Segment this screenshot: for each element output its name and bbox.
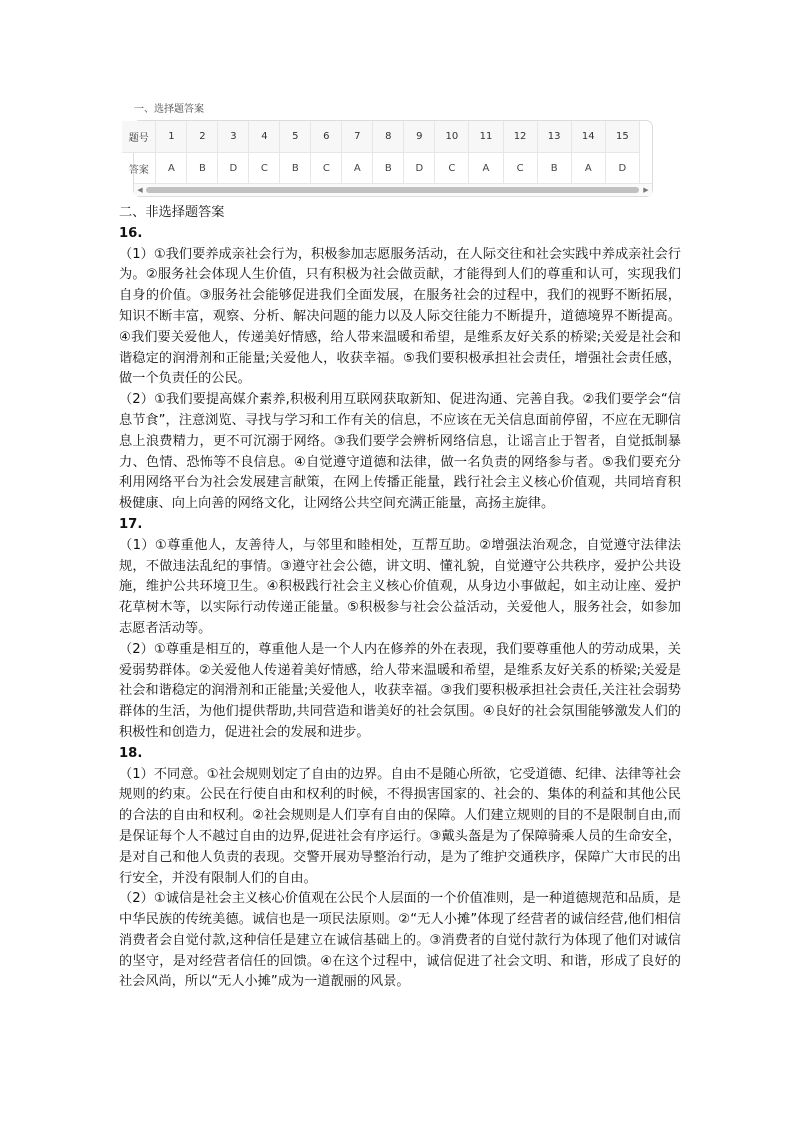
horizontal-scrollbar[interactable] [134,183,652,196]
question-number-cell: 10 [435,121,469,153]
question-18-number: 18. [119,745,143,761]
answer-cell: A [469,153,503,184]
answer-table [122,121,640,183]
answer-cell: C [503,153,537,184]
question-16-number: 16. [119,225,143,241]
answer-cell: B [280,153,311,184]
scroll-right-arrow-icon[interactable]: ▶ [643,186,649,194]
scrollbar-thumb[interactable] [146,187,639,193]
question-17-number: 17. [119,516,143,532]
question-18-part-1: （1）不同意。①社会规则划定了自由的边界。自由不是随心所欲，它受道德、纪律、法律等社会规则的约束。公民在行使自由和权利的时候，不得损害国家的、社会的、集体的利益和其他公民的合法的自由和权利。②社会规则是人们享有自由的保障。人们建立规则的目的不是限制自由,而是保证每个人不越过自由的边界,促进社会有序运行。③戴头盔是为了保障骑乘人员的生命安全，是对自己和他人负责的表现。交警开展劝导整治行动，是为了维护交通秩序，保障广大市民的出行安全，并没有限制人们的自由。 [119,766,681,886]
answer-table-container[interactable] [128,120,653,197]
question-number-cell: 6 [311,121,342,153]
section2-title: 二、非选择题答案 [119,205,225,220]
question-number-cell: 4 [249,121,280,153]
question-number-cell: 7 [342,121,373,153]
non-choice-answers [119,203,681,993]
question-number-cell: 11 [469,121,503,153]
question-number-cell: 8 [373,121,404,153]
answer-cell: A [571,153,605,184]
answer-table-viewport [128,121,652,183]
question-16-part-2: （2）①我们要提高媒介素养,积极利用互联网获取新知、促进沟通、完善自我。②我们要学会“信息节食”，注意浏览、寻找与学习和工作有关的信息，不应该在无关信息面前停留，不应在无聊信息上浪费精力，更不可沉溺于网络。③我们要学会辨析网络信息，让谣言止于智者，自觉抵制暴力、色情、恐怖等不良信息。④自觉遵守道德和法律，做一名负责的网络参与者。⑤我们要充分利用网络平台为社会发展建言献策，在网上传播正能量，践行社会主义核心价值观，共同培育积极健康、向上向善的网络文化，让网络公共空间充满正能量，高扬主旋律。 [119,392,681,512]
question-number-cell: 13 [537,121,571,153]
answer-cell: A [156,153,187,184]
question-16-part-1: （1）①我们要养成亲社会行为，积极参加志愿服务活动，在人际交往和社会实践中养成亲社会行为。②服务社会体现人生价值，只有积极为社会做贡献，才能得到人们的尊重和认可，实现我们自身的价值。③服务社会能够促进我们全面发展，在服务社会的过程中，我们的视野不断拓展，知识不断丰富，观察、分析、解决问题的能力以及人际交往能力不断提升，道德境界不断提高。④我们要关爱他人，传递美好情感，给人带来温暖和希望，是维系友好关系的桥梁;关爱是社会和谐稳定的润滑剂和正能量;关爱他人，收获幸福。⑤我们要积极承担社会责任，增强社会责任感，做一个负责任的公民。 [119,246,681,387]
question-number-cell: 9 [404,121,435,153]
question-number-cell: 12 [503,121,537,153]
answer-cell: D [605,153,639,184]
question-number-cell: 2 [187,121,218,153]
answer-cell: C [311,153,342,184]
answer-cell: C [249,153,280,184]
question-17-part-1: （1）①尊重他人，友善待人，与邻里和睦相处，互帮互助。②增强法治观念，自觉遵守法律法规，不做违法乱纪的事情。③遵守社会公德，讲文明、懂礼貌，自觉遵守公共秩序，爱护公共设施，维护公共环境卫生。④积极践行社会主义核心价值观，从身边小事做起，如主动让座、爱护花草树木等，以实际行动传递正能量。⑤积极参与社会公益活动，关爱他人，服务社会，如参加志愿者活动等。 [119,537,681,636]
question-number-cell: 3 [218,121,249,153]
answer-cell: B [373,153,404,184]
answer-cell: D [218,153,249,184]
question-number-cell: 15 [605,121,639,153]
question-number-cell: 1 [156,121,187,153]
section1-title: 一、选择题答案 [134,104,204,115]
question-number-cell: 14 [571,121,605,153]
question-17-part-2: （2）①尊重是相互的，尊重他人是一个人内在修养的外在表现，我们要尊重他人的劳动成果，关爱弱势群体。②关爱他人传递着美好情感，给人带来温暖和希望，是维系友好关系的桥梁;关爱是社会和谐稳定的润滑剂和正能量;关爱他人，收获幸福。③我们要积极承担社会责任,关注社会弱势群体的生活，为他们提供帮助,共同营造和谐美好的社会氛围。④良好的社会氛围能够激发人们的积极性和创造力，促进社会的发展和进步。 [119,641,681,740]
answer-label-cell: 答案 [122,153,156,184]
answer-cell: A [342,153,373,184]
scroll-left-arrow-icon[interactable]: ◀ [137,186,143,194]
question-number-cell: 5 [280,121,311,153]
header-label-cell: 题号 [122,121,156,153]
answer-table-header-row [122,121,640,153]
answer-cell: B [187,153,218,184]
answer-cell: D [404,153,435,184]
question-18-part-2: （2）①诚信是社会主义核心价值观在公民个人层面的一个价值准则，是一种道德规范和品质，是中华民族的传统美德。诚信也是一项民法原则。②“无人小摊”体现了经营者的诚信经营,他们相信消费者会自觉付款,这种信任是建立在诚信基础上的。③消费者的自觉付款行为体现了他们对诚信的坚守，是对经营者信任的回馈。④在这个过程中，诚信促进了社会文明、和谐，形成了良好的社会风尚，所以“无人小摊”成为一道靓丽的风景。 [119,891,681,990]
answer-table-answer-row [122,153,640,184]
answer-cell: B [537,153,571,184]
answer-cell: C [435,153,469,184]
